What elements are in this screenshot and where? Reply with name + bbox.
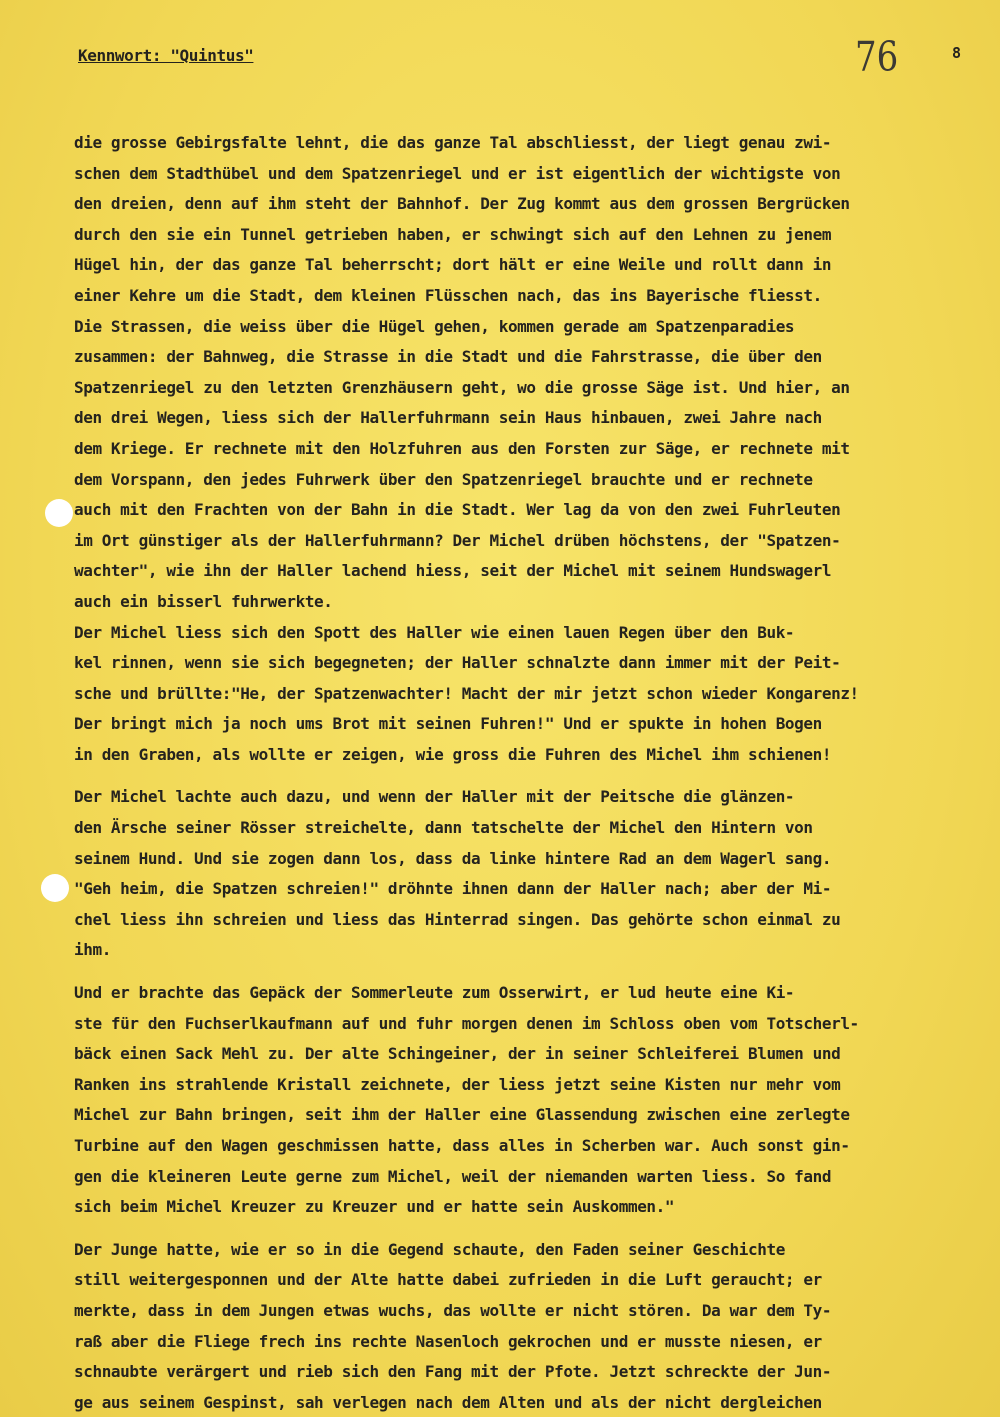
- paragraph-gap: [74, 966, 974, 978]
- text-line: merkte, dass in dem Jungen etwas wuchs, das wollte er nicht stören. Da war dem Ty-: [74, 1300, 832, 1320]
- text-line: den dreien, denn auf ihm steht der Bahnhof. Der Zug kommt aus dem grossen Bergrücken: [74, 194, 850, 214]
- text-line: sche und brüllte:"He, der Spatzenwachter! Macht der mir jetzt schon wieder Kongarenz!: [74, 683, 859, 703]
- text-line: seinem Hund. Und sie zogen dann los, dass da linke hintere Rad an dem Wagerl sang.: [74, 848, 832, 868]
- text-line: ste für den Fuchserlkaufmann auf und fuhr morgen denen im Schloss oben vom Totscherl-: [74, 1013, 859, 1033]
- text-line: durch den sie ein Tunnel getrieben haben, er schwingt sich auf den Lehnen zu jenem: [74, 224, 832, 244]
- paragraph: [74, 782, 974, 966]
- paragraph: [74, 1235, 974, 1417]
- text-line: dem Vorspann, den jedes Fuhrwerk über den Spatzenriegel brauchte und er rechnete: [74, 469, 813, 489]
- kennwort-header: Kennwort: "Quintus": [78, 46, 254, 65]
- text-line: dem Kriege. Er rechnete mit den Holzfuhren aus den Forsten zur Säge, er rechnete mit: [74, 438, 850, 458]
- text-line: Hügel hin, der das ganze Tal beherrscht; dort hält er eine Weile und rollt dann in: [74, 255, 832, 275]
- text-line: auch ein bisserl fuhrwerkte.: [74, 591, 333, 611]
- handwritten-folio-number: 76: [855, 34, 899, 82]
- text-line: einer Kehre um die Stadt, dem kleinen Flüsschen nach, das ins Bayerische fliesst.: [74, 285, 822, 305]
- page-number: 8: [952, 44, 961, 62]
- text-line: auch mit den Frachten von der Bahn in die Stadt. Wer lag da von den zwei Fuhrleuten: [74, 500, 841, 520]
- text-line: Michel zur Bahn bringen, seit ihm der Haller eine Glassendung zwischen eine zerlegte: [74, 1105, 850, 1125]
- text-line: raß aber die Fliege frech ins rechte Nasenloch gekrochen und er musste niesen, er: [74, 1331, 822, 1351]
- text-line: Der Michel liess sich den Spott des Haller wie einen lauen Regen über den Buk-: [74, 622, 795, 642]
- text-line: ge aus seinem Gespinst, sah verlegen nach dem Alten und als der nicht dergleichen: [74, 1392, 822, 1412]
- text-line: Der Junge hatte, wie er so in die Gegend schaute, den Faden seiner Geschichte: [74, 1239, 785, 1259]
- text-line: chel liess ihn schreien und liess das Hinterrad singen. Das gehörte schon einmal zu: [74, 909, 841, 929]
- paragraph: [74, 128, 974, 312]
- body-text: [74, 128, 974, 1417]
- text-line: zusammen: der Bahnweg, die Strasse in die Stadt und die Fahrstrasse, die über den: [74, 347, 822, 367]
- text-line: die grosse Gebirgsfalte lehnt, die das ganze Tal abschliesst, der liegt genau zwi-: [74, 133, 832, 152]
- paragraph-gap: [74, 1223, 974, 1235]
- text-line: "Geh heim, die Spatzen schreien!" dröhnte ihnen dann der Haller nach; aber der Mi-: [74, 879, 832, 899]
- text-line: Spatzenriegel zu den letzten Grenzhäusern geht, wo die grosse Säge ist. Und hier, an: [74, 377, 850, 397]
- paragraph-gap: [74, 770, 974, 782]
- text-line: ihm.: [74, 940, 111, 960]
- text-line: Der Michel lachte auch dazu, und wenn der Haller mit der Peitsche die glänzen-: [74, 787, 795, 807]
- text-line: sich beim Michel Kreuzer zu Kreuzer und er hatte sein Auskommen.": [74, 1197, 675, 1217]
- text-line: in den Graben, als wollte er zeigen, wie gross die Fuhren des Michel ihm schienen!: [74, 744, 832, 764]
- text-line: gen die kleineren Leute gerne zum Michel, weil der niemanden warten liess. So fand: [74, 1166, 832, 1186]
- punch-hole: [41, 874, 69, 902]
- text-line: den Ärsche seiner Rösser streichelte, dann tatschelte der Michel den Hintern von: [74, 818, 813, 838]
- text-line: schnaubte verärgert und rieb sich den Fang mit der Pfote. Jetzt schreckte der Jun-: [74, 1362, 832, 1382]
- text-line: Die Strassen, die weiss über die Hügel gehen, kommen gerade am Spatzenparadies: [74, 316, 795, 336]
- text-line: im Ort günstiger als der Hallerfuhrmann? Der Michel drüben höchstens, der "Spatzen-: [74, 530, 841, 550]
- text-line: Und er brachte das Gepäck der Sommerleute zum Osserwirt, er lud heute eine Ki-: [74, 983, 795, 1003]
- text-line: Der bringt mich ja noch ums Brot mit seinen Fuhren!" Und er spukte in hohen Bogen: [74, 714, 822, 734]
- text-line: den drei Wegen, liess sich der Hallerfuhrmann sein Haus hinbauen, zwei Jahre nach: [74, 408, 822, 428]
- text-line: Ranken ins strahlende Kristall zeichnete, der liess jetzt seine Kisten nur mehr vom: [74, 1074, 841, 1094]
- text-line: schen dem Stadthübel und dem Spatzenriegel und er ist eigentlich der wichtigste von: [74, 163, 841, 183]
- text-line: wachter", wie ihn der Haller lachend hiess, seit der Michel mit seinem Hundswagerl: [74, 561, 832, 581]
- paragraph: [74, 618, 974, 771]
- paragraph: [74, 978, 974, 1223]
- paragraph: [74, 312, 974, 618]
- text-line: bäck einen Sack Mehl zu. Der alte Schingeiner, der in seiner Schleiferei Blumen und: [74, 1044, 841, 1064]
- text-line: kel rinnen, wenn sie sich begegneten; der Haller schnalzte dann immer mit der Peit-: [74, 653, 841, 673]
- text-line: Turbine auf den Wagen geschmissen hatte, dass alles in Scherben war. Auch sonst gin-: [74, 1136, 850, 1155]
- text-line: still weitergesponnen und der Alte hatte dabei zufrieden in die Luft geraucht; er: [74, 1270, 822, 1290]
- punch-hole: [45, 499, 73, 527]
